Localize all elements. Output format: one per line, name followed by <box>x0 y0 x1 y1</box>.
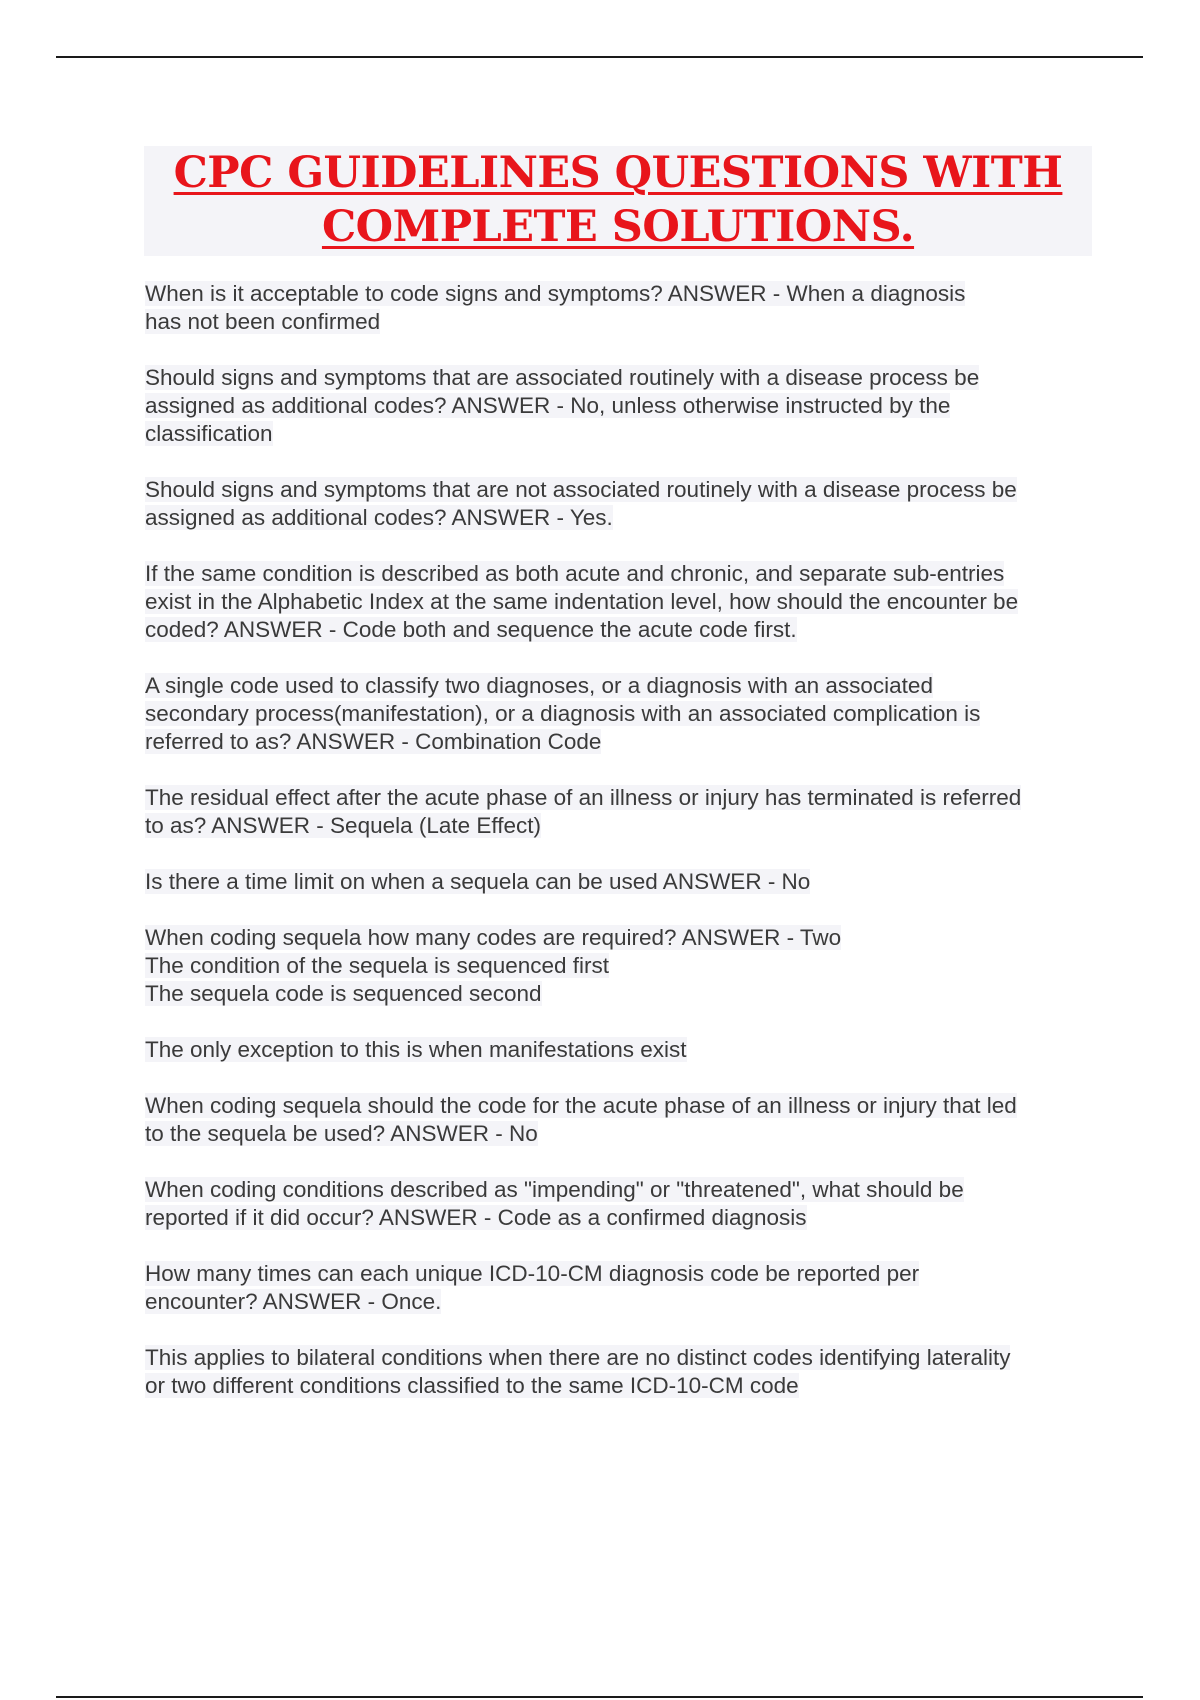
qa-line <box>145 1344 1095 1372</box>
qa-line <box>145 420 1095 448</box>
qa-line <box>145 1036 1095 1064</box>
qa-line <box>145 616 1095 644</box>
qa-line-text: secondary process(manifestation), or a diagnosis with an associated complication is <box>145 701 981 726</box>
qa-line-text: encounter? ANSWER - Once. <box>145 1289 442 1314</box>
top-rule <box>56 56 1143 58</box>
qa-line <box>145 784 1095 812</box>
qa-line <box>145 1092 1095 1120</box>
qa-block <box>145 1260 1095 1316</box>
qa-block <box>145 868 1095 896</box>
qa-block <box>145 1344 1095 1400</box>
qa-block <box>145 1036 1095 1064</box>
qa-line <box>145 700 1095 728</box>
title-line-1: CPC GUIDELINES QUESTIONS WITH <box>173 148 1063 198</box>
qa-line-text: When coding conditions described as "impending" or "threatened", what should be <box>145 1177 964 1202</box>
qa-block <box>145 1092 1095 1148</box>
qa-line-text: If the same condition is described as both acute and chronic, and separate sub-entries <box>145 561 1005 586</box>
qa-line <box>145 1176 1095 1204</box>
qa-block <box>145 924 1095 1008</box>
qa-line-text: This applies to bilateral conditions when there are no distinct codes identifying laterality <box>145 1345 1011 1370</box>
qa-line <box>145 588 1095 616</box>
qa-line <box>145 1288 1095 1316</box>
qa-line <box>145 560 1095 588</box>
document-title <box>144 146 1092 256</box>
qa-line <box>145 924 1095 952</box>
qa-line <box>145 280 1095 308</box>
qa-line-text: The residual effect after the acute phase of an illness or injury has terminated is referred <box>145 785 1022 810</box>
qa-line-text: referred to as? ANSWER - Combination Code <box>145 729 602 754</box>
qa-block <box>145 672 1095 756</box>
title-line-2: COMPLETE SOLUTIONS. <box>321 202 915 252</box>
qa-line <box>145 1204 1095 1232</box>
qa-line-text: reported if it did occur? ANSWER - Code as a confirmed diagnosis <box>145 1205 807 1230</box>
qa-block <box>145 280 1095 336</box>
qa-line <box>145 728 1095 756</box>
qa-line-text: classification <box>145 421 273 446</box>
qa-line-text: When is it acceptable to code signs and symptoms? ANSWER - When a diagnosis <box>145 281 966 306</box>
qa-line <box>145 952 1095 980</box>
qa-block <box>145 476 1095 532</box>
qa-line-text: Should signs and symptoms that are not associated routinely with a disease process be <box>145 477 1017 502</box>
qa-line <box>145 364 1095 392</box>
qa-line <box>145 1260 1095 1288</box>
qa-line-text: to the sequela be used? ANSWER - No <box>145 1121 538 1146</box>
qa-line-text: How many times can each unique ICD-10-CM diagnosis code be reported per <box>145 1261 920 1286</box>
qa-line-text: coded? ANSWER - Code both and sequence the acute code first. <box>145 617 797 642</box>
qa-line <box>145 812 1095 840</box>
qa-line-text: exist in the Alphabetic Index at the same indentation level, how should the encounter be <box>145 589 1019 614</box>
qa-line-text: or two different conditions classified to the same ICD-10-CM code <box>145 1373 799 1398</box>
qa-line-text: assigned as additional codes? ANSWER - Yes. <box>145 505 613 530</box>
qa-line-text: has not been confirmed <box>145 309 381 334</box>
qa-line-text: Is there a time limit on when a sequela can be used ANSWER - No <box>145 869 811 894</box>
qa-block <box>145 560 1095 644</box>
qa-line <box>145 308 1095 336</box>
qa-line <box>145 980 1095 1008</box>
qa-line <box>145 392 1095 420</box>
qa-line-text: The sequela code is sequenced second <box>145 981 542 1006</box>
qa-line-text: assigned as additional codes? ANSWER - No, unless otherwise instructed by the <box>145 393 951 418</box>
qa-line-text: to as? ANSWER - Sequela (Late Effect) <box>145 813 542 838</box>
qa-line-text: The condition of the sequela is sequenced first <box>145 953 610 978</box>
qa-line-text: A single code used to classify two diagnoses, or a diagnosis with an associated <box>145 673 933 698</box>
qa-line <box>145 868 1095 896</box>
qa-line-text: When coding sequela should the code for the acute phase of an illness or injury that led <box>145 1093 1017 1118</box>
qa-line-text: The only exception to this is when manifestations exist <box>145 1037 687 1062</box>
qa-line <box>145 504 1095 532</box>
qa-line <box>145 476 1095 504</box>
bottom-rule <box>56 1696 1143 1698</box>
qa-line <box>145 1120 1095 1148</box>
qa-line <box>145 672 1095 700</box>
qa-block <box>145 1176 1095 1232</box>
qa-line <box>145 1372 1095 1400</box>
qa-list <box>145 280 1095 1428</box>
qa-block <box>145 364 1095 448</box>
qa-line-text: When coding sequela how many codes are required? ANSWER - Two <box>145 925 842 950</box>
qa-line-text: Should signs and symptoms that are associated routinely with a disease process be <box>145 365 980 390</box>
qa-block <box>145 784 1095 840</box>
